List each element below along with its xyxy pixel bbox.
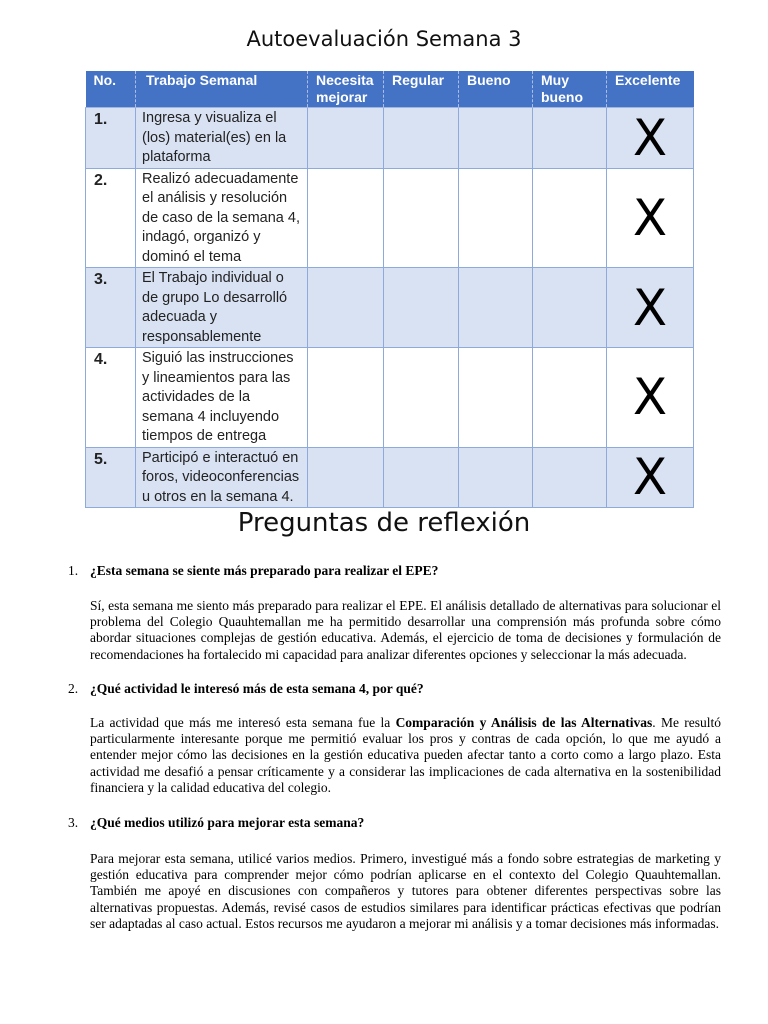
page-title: Autoevaluación Semana 3 bbox=[246, 27, 522, 51]
cell-regular bbox=[384, 268, 459, 348]
answer-text: La actividad que más me interesó esta semana fue la bbox=[90, 715, 396, 730]
cell-muy-bueno bbox=[533, 108, 607, 169]
answer-1: Sí, esta semana me siento más preparado para realizar el EPE. El análisis detallado de alternativas para solucionar el problema del Colegio Quauhtemallan me ha permitido desarrollar una comprensión más profunda sobre cómo abordar situaciones complejas de gestión educativa. Además, el ejercicio de toma de decisiones y formulación de recomendaciones ha fortalecido mi capacidad para analizar diferentes opciones y seleccionar la más adecuada. bbox=[90, 598, 721, 662]
cell-necesita-mejorar bbox=[308, 268, 384, 348]
excelente-mark: X bbox=[607, 447, 694, 508]
row-number: 3. bbox=[86, 268, 136, 348]
excelente-mark: X bbox=[607, 268, 694, 348]
cell-muy-bueno bbox=[533, 348, 607, 448]
cell-necesita-mejorar bbox=[308, 447, 384, 508]
cell-bueno bbox=[459, 268, 533, 348]
cell-regular bbox=[384, 168, 459, 268]
row-task: Siguió las instrucciones y lineamientos para las actividades de la semana 4 incluyendo tiempos de entrega bbox=[136, 348, 308, 448]
excelente-mark: X bbox=[607, 168, 694, 268]
question-number: 2. bbox=[68, 681, 79, 696]
header-bueno: Bueno bbox=[459, 71, 533, 108]
question-text: ¿Qué actividad le interesó más de esta semana 4, por qué? bbox=[90, 681, 424, 696]
row-task: Participó e interactuó en foros, videoconferencias u otros en la semana 4. bbox=[136, 447, 308, 508]
self-evaluation-table bbox=[85, 71, 694, 508]
excelente-mark: X bbox=[607, 348, 694, 448]
question-text: ¿Esta semana se siente más preparado para realizar el EPE? bbox=[90, 563, 439, 578]
cell-regular bbox=[384, 108, 459, 169]
header-necesita-mejorar: Necesita mejorar bbox=[308, 71, 384, 108]
row-number: 2. bbox=[86, 168, 136, 268]
answer-2 bbox=[90, 715, 721, 796]
row-task: Ingresa y visualiza el (los) material(es) en la plataforma bbox=[136, 108, 308, 169]
row-number: 1. bbox=[86, 108, 136, 169]
header-no: No. bbox=[86, 71, 136, 108]
table-row bbox=[86, 168, 694, 268]
cell-regular bbox=[384, 348, 459, 448]
table-row bbox=[86, 108, 694, 169]
answer-text: . Me resultó particularmente interesante porque me permitió evaluar los pros y contras de cada opción, lo que me ayudó a entender mejor cómo las decisiones en la gestión educativa pueden afectar tanto a corto como a largo plazo. Esta actividad me desafió a pensar críticamente y a considerar las implicaciones de cada alternativa en la sostenibilidad financiera y la calidad educativa del colegio. bbox=[90, 715, 721, 795]
cell-regular bbox=[384, 447, 459, 508]
question-number: 1. bbox=[68, 563, 79, 578]
cell-necesita-mejorar bbox=[308, 348, 384, 448]
row-task: El Trabajo individual o de grupo Lo desarrolló adecuada y responsablemente bbox=[136, 268, 308, 348]
row-number: 5. bbox=[86, 447, 136, 508]
cell-necesita-mejorar bbox=[308, 108, 384, 169]
cell-bueno bbox=[459, 348, 533, 448]
header-trabajo-semanal: Trabajo Semanal bbox=[136, 71, 308, 108]
row-number: 4. bbox=[86, 348, 136, 448]
table-row bbox=[86, 348, 694, 448]
cell-bueno bbox=[459, 108, 533, 169]
table-row bbox=[86, 447, 694, 508]
header-excelente: Excelente bbox=[607, 71, 694, 108]
table-header-row bbox=[86, 71, 694, 108]
table-row bbox=[86, 268, 694, 348]
cell-muy-bueno bbox=[533, 168, 607, 268]
answer-emphasis: Comparación y Análisis de las Alternativas bbox=[395, 715, 653, 730]
cell-muy-bueno bbox=[533, 447, 607, 508]
header-muy-bueno: Muy bueno bbox=[533, 71, 607, 108]
cell-bueno bbox=[459, 168, 533, 268]
cell-bueno bbox=[459, 447, 533, 508]
row-task: Realizó adecuadamente el análisis y resolución de caso de la semana 4, indagó, organizó y dominó el tema bbox=[136, 168, 308, 268]
cell-necesita-mejorar bbox=[308, 168, 384, 268]
question-number: 3. bbox=[68, 815, 79, 830]
excelente-mark: X bbox=[607, 108, 694, 169]
reflection-section-title: Preguntas de reflexión bbox=[237, 508, 531, 538]
header-regular: Regular bbox=[384, 71, 459, 108]
question-text: ¿Qué medios utilizó para mejorar esta semana? bbox=[90, 815, 365, 830]
cell-muy-bueno bbox=[533, 268, 607, 348]
answer-3: Para mejorar esta semana, utilicé varios medios. Primero, investigué más a fondo sobre estrategias de marketing y gestión educativa para comprender mejor cómo podrían aplicarse en el contexto del Colegio Quauhtemallan. También me apoyé en discusiones con compañeros y tutores para obtener diferentes perspectivas sobre las alternativas propuestas. Además, revisé casos de estudios similares para identificar prácticas efectivas que podrían ser adaptadas al caso actual. Estos recursos me ayudaron a mejorar mi análisis y a tomar decisiones más informadas. bbox=[90, 851, 721, 931]
